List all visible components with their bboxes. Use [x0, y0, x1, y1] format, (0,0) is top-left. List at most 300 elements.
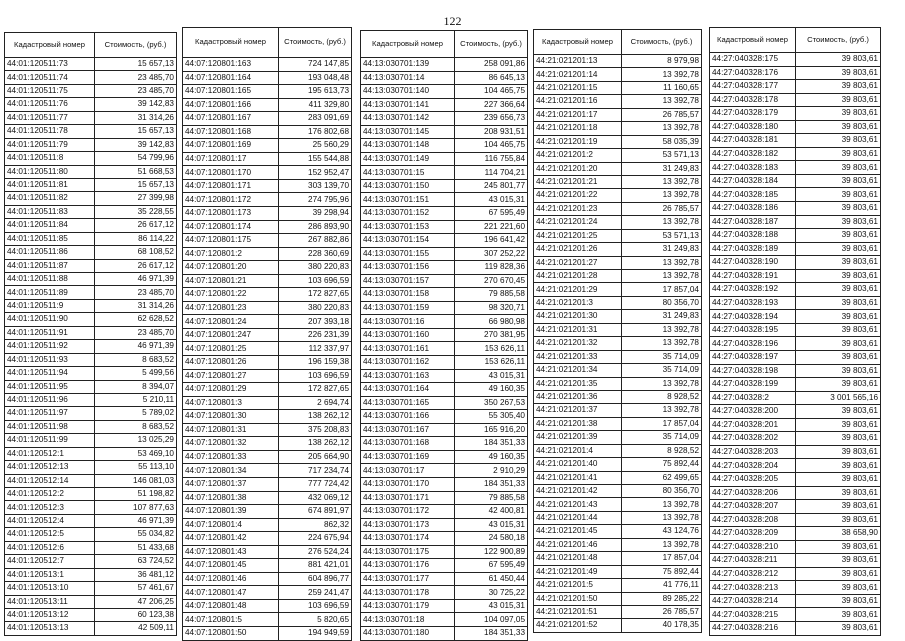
cadastral-number-cell: 44:13:030701:141: [361, 98, 455, 112]
table-row: [5, 71, 177, 84]
cost-cell: 375 208,83: [279, 423, 352, 437]
cadastral-number-cell: 44:27:040328:196: [710, 337, 796, 351]
table-row: [534, 95, 702, 108]
cost-cell: 5 499,56: [95, 367, 177, 380]
table-row: [710, 621, 881, 635]
cadastral-number-cell: 44:01:120511:96: [5, 393, 95, 406]
cost-cell: 17 857,04: [622, 417, 702, 430]
table-row: [5, 165, 177, 178]
cost-cell: 13 392,78: [622, 68, 702, 81]
cost-cell: 15 657,13: [95, 58, 177, 71]
cadastral-number-cell: 44:13:030701:174: [361, 532, 455, 546]
cost-cell: 103 696,59: [279, 369, 352, 383]
cost-cell: 62 499,65: [622, 471, 702, 484]
cost-cell: 13 392,78: [622, 404, 702, 417]
cost-cell: 26 785,57: [622, 108, 702, 121]
cost-cell: 53 571,13: [622, 229, 702, 242]
cost-cell: 777 724,42: [279, 477, 352, 491]
table-row: [5, 84, 177, 97]
cadastral-number-cell: 44:13:030701:164: [361, 383, 455, 397]
table-row: [361, 545, 528, 559]
table-row: [183, 193, 352, 207]
cost-cell: 8 683,52: [95, 420, 177, 433]
table-row: [534, 243, 702, 256]
cadastral-number-cell: 44:13:030701:139: [361, 58, 455, 72]
cost-cell: 104 465,75: [455, 85, 528, 99]
cost-cell: 39 803,61: [796, 621, 881, 635]
cost-cell: 196 159,38: [279, 356, 352, 370]
cadastral-number-cell: 44:01:120511:81: [5, 178, 95, 191]
cost-cell: 53 469,10: [95, 447, 177, 460]
cost-cell: 138 262,12: [279, 437, 352, 451]
table-row: [534, 162, 702, 175]
table-row: [534, 525, 702, 538]
table-row: [710, 527, 881, 541]
cadastral-number-cell: 44:07:120801:50: [183, 626, 279, 640]
cadastral-number-cell: 44:07:120801:172: [183, 193, 279, 207]
cost-cell: 208 931,51: [455, 125, 528, 139]
table-row: [183, 369, 352, 383]
cadastral-number-cell: 44:27:040328:177: [710, 80, 796, 94]
table-row: [361, 423, 528, 437]
cadastral-table-3: [360, 30, 528, 641]
cost-cell: 79 885,58: [455, 491, 528, 505]
table-row: [5, 152, 177, 165]
table-row: [183, 505, 352, 519]
cadastral-number-cell: 44:27:040328:197: [710, 351, 796, 365]
cadastral-number-cell: 44:21:021201:17: [534, 108, 622, 121]
cost-cell: 39 803,61: [796, 594, 881, 608]
table-row: [534, 538, 702, 551]
table-row: [534, 202, 702, 215]
table-row: [183, 112, 352, 126]
cadastral-number-cell: 44:07:120801:5: [183, 613, 279, 627]
cadastral-number-cell: 44:27:040328:182: [710, 147, 796, 161]
cadastral-number-cell: 44:27:040328:191: [710, 269, 796, 283]
cost-cell: 42 400,81: [455, 505, 528, 519]
cadastral-number-cell: 44:07:120801:170: [183, 166, 279, 180]
table-row: [5, 98, 177, 111]
table-row: [710, 202, 881, 216]
cadastral-number-cell: 44:21:021201:35: [534, 377, 622, 390]
table-row: [361, 410, 528, 424]
cadastral-number-cell: 44:21:021201:49: [534, 565, 622, 578]
cadastral-number-cell: 44:07:120801:32: [183, 437, 279, 451]
cadastral-number-cell: 44:01:120511:76: [5, 98, 95, 111]
cadastral-number-cell: 44:07:120801:164: [183, 71, 279, 85]
cost-cell: 39 803,61: [796, 513, 881, 527]
cadastral-number-cell: 44:07:120801:168: [183, 125, 279, 139]
cost-cell: 39 803,61: [796, 432, 881, 446]
table-row: [5, 340, 177, 353]
cost-cell: 39 803,61: [796, 215, 881, 229]
cost-cell: 49 160,35: [455, 450, 528, 464]
cost-cell: 39 803,61: [796, 540, 881, 554]
cadastral-number-cell: 44:21:021201:14: [534, 68, 622, 81]
cost-cell: 122 900,89: [455, 545, 528, 559]
cadastral-number-cell: 44:07:120801:29: [183, 383, 279, 397]
table-row: [361, 369, 528, 383]
cost-cell: 155 544,88: [279, 152, 352, 166]
table-row: [5, 393, 177, 406]
cadastral-number-cell: 44:07:120801:38: [183, 491, 279, 505]
cadastral-number-cell: 44:27:040328:202: [710, 432, 796, 446]
table-row: [710, 120, 881, 134]
cost-cell: 165 916,20: [455, 423, 528, 437]
cost-cell: 39 803,61: [796, 242, 881, 256]
cost-cell: 39 803,61: [796, 378, 881, 392]
table-row: [5, 488, 177, 501]
cost-cell: 17 857,04: [622, 552, 702, 565]
cost-cell: 286 893,90: [279, 220, 352, 234]
cost-cell: 270 381,95: [455, 328, 528, 342]
cost-cell: 13 392,78: [622, 323, 702, 336]
cost-cell: 153 626,11: [455, 356, 528, 370]
cost-cell: 228 360,69: [279, 247, 352, 261]
cost-header: Стоимость, (руб.): [279, 28, 352, 58]
cost-cell: 103 696,59: [279, 274, 352, 288]
cost-cell: 26 617,12: [95, 219, 177, 232]
cost-cell: 23 485,70: [95, 84, 177, 97]
cadastral-number-cell: 44:01:120511:95: [5, 380, 95, 393]
cadastral-number-cell: 44:07:120801:175: [183, 234, 279, 248]
cadastral-number-cell: 44:07:120801:173: [183, 207, 279, 221]
cost-cell: 303 139,70: [279, 179, 352, 193]
table-row: [361, 179, 528, 193]
cost-cell: 68 108,52: [95, 246, 177, 259]
cadastral-number-cell: 44:13:030701:161: [361, 342, 455, 356]
table-row: [710, 594, 881, 608]
cadastral-number-cell: 44:07:120801:4: [183, 518, 279, 532]
cost-cell: 13 392,78: [622, 122, 702, 135]
cadastral-number-cell: 44:07:120801:22: [183, 288, 279, 302]
cadastral-number-cell: 44:13:030701:151: [361, 193, 455, 207]
cost-cell: 30 725,22: [455, 586, 528, 600]
cadastral-number-cell: 44:27:040328:203: [710, 445, 796, 459]
cost-cell: 35 714,09: [622, 364, 702, 377]
table-row: [710, 608, 881, 622]
cadastral-number-cell: 44:13:030701:153: [361, 220, 455, 234]
cost-cell: 350 267,53: [455, 396, 528, 410]
cost-cell: 274 795,96: [279, 193, 352, 207]
cost-cell: 205 664,90: [279, 450, 352, 464]
table-row: [183, 396, 352, 410]
cadastral-number-cell: 44:27:040328:210: [710, 540, 796, 554]
table-row: [361, 450, 528, 464]
cadastral-number-cell: 44:13:030701:162: [361, 356, 455, 370]
cadastral-number-cell: 44:21:021201:25: [534, 229, 622, 242]
cadastral-number-cell: 44:21:021201:4: [534, 444, 622, 457]
cadastral-number-cell: 44:13:030701:166: [361, 410, 455, 424]
cost-cell: 55 034,82: [95, 528, 177, 541]
cadastral-number-cell: 44:01:120511:75: [5, 84, 95, 97]
table-row: [534, 337, 702, 350]
cost-cell: 75 892,44: [622, 565, 702, 578]
table-row: [183, 559, 352, 573]
table-row: [183, 613, 352, 627]
cost-cell: 67 595,49: [455, 559, 528, 573]
table-row: [5, 555, 177, 568]
cadastral-number-cell: 44:01:120511:98: [5, 420, 95, 433]
cadastral-number-cell: 44:01:120511:92: [5, 340, 95, 353]
cost-cell: 39 803,61: [796, 445, 881, 459]
table-row: [183, 410, 352, 424]
table-row: [534, 498, 702, 511]
cadastral-number-cell: 44:01:120513:1: [5, 568, 95, 581]
table-row: [5, 273, 177, 286]
cost-cell: 39 803,61: [796, 107, 881, 121]
cadastral-number-cell: 44:01:120511:82: [5, 192, 95, 205]
table-row: [183, 207, 352, 221]
cost-cell: 42 509,11: [95, 622, 177, 635]
table-row: [710, 256, 881, 270]
cadastral-number-cell: 44:27:040328:185: [710, 188, 796, 202]
table-row: [534, 404, 702, 417]
cost-cell: 116 755,84: [455, 152, 528, 166]
table-row: [5, 367, 177, 380]
table-row: [534, 377, 702, 390]
cadastral-number-cell: 44:13:030701:173: [361, 518, 455, 532]
table-row: [710, 283, 881, 297]
cost-cell: 98 320,71: [455, 301, 528, 315]
cadastral-number-cell: 44:07:120801:47: [183, 586, 279, 600]
cost-cell: 67 595,49: [455, 207, 528, 221]
cadastral-number-cell: 44:01:120511:93: [5, 353, 95, 366]
table-row: [361, 193, 528, 207]
cost-cell: 276 524,24: [279, 545, 352, 559]
cadastral-number-cell: 44:27:040328:184: [710, 174, 796, 188]
cost-cell: 39 803,61: [796, 174, 881, 188]
cost-cell: 226 231,39: [279, 328, 352, 342]
cadastral-number-cell: 44:07:120801:247: [183, 328, 279, 342]
cadastral-number-cell: 44:01:120511:91: [5, 326, 95, 339]
table-row: [710, 500, 881, 514]
cost-cell: 47 206,25: [95, 595, 177, 608]
table-row: [183, 572, 352, 586]
cadastral-number-cell: 44:21:021201:31: [534, 323, 622, 336]
cost-cell: 63 724,52: [95, 555, 177, 568]
cadastral-number-cell: 44:13:030701:152: [361, 207, 455, 221]
cost-cell: 53 571,13: [622, 149, 702, 162]
table-row: [183, 301, 352, 315]
table-row: [183, 464, 352, 478]
cost-header: Стоимость, (руб.): [95, 33, 177, 58]
cadastral-number-cell: 44:01:120511:86: [5, 246, 95, 259]
cadastral-number-header: Кадастровый номер: [5, 33, 95, 58]
cadastral-number-cell: 44:27:040328:198: [710, 364, 796, 378]
cost-cell: 23 485,70: [95, 71, 177, 84]
cadastral-number-cell: 44:07:120801:171: [183, 179, 279, 193]
cost-cell: 432 069,12: [279, 491, 352, 505]
table-row: [710, 445, 881, 459]
cost-cell: 75 892,44: [622, 458, 702, 471]
cadastral-number-cell: 44:07:120801:30: [183, 410, 279, 424]
cadastral-number-cell: 44:27:040328:188: [710, 229, 796, 243]
table-row: [534, 605, 702, 618]
cost-cell: 39 803,61: [796, 608, 881, 622]
cadastral-number-cell: 44:07:120801:165: [183, 85, 279, 99]
table-row: [5, 58, 177, 71]
table-row: [5, 380, 177, 393]
cadastral-number-cell: 44:01:120511:80: [5, 165, 95, 178]
cost-cell: 13 392,78: [622, 175, 702, 188]
table-row: [534, 68, 702, 81]
cadastral-number-header: Кадастровый номер: [710, 28, 796, 53]
cost-cell: 15 657,13: [95, 178, 177, 191]
table-row: [361, 166, 528, 180]
cadastral-number-cell: 44:13:030701:167: [361, 423, 455, 437]
cost-cell: 39 803,61: [796, 66, 881, 80]
cost-cell: 31 314,26: [95, 299, 177, 312]
cadastral-number-cell: 44:21:021201:13: [534, 55, 622, 68]
cost-cell: 39 803,61: [796, 337, 881, 351]
cost-cell: 39 803,61: [796, 229, 881, 243]
cadastral-number-cell: 44:27:040328:179: [710, 107, 796, 121]
table-row: [534, 283, 702, 296]
cadastral-number-cell: 44:21:021201:28: [534, 270, 622, 283]
table-row: [5, 514, 177, 527]
table-row: [534, 256, 702, 269]
cadastral-number-cell: 44:21:021201:52: [534, 619, 622, 632]
cost-cell: 26 617,12: [95, 259, 177, 272]
cadastral-number-cell: 44:21:021201:3: [534, 296, 622, 309]
table-row: [183, 71, 352, 85]
table-row: [183, 125, 352, 139]
table-row: [361, 572, 528, 586]
cadastral-number-cell: 44:07:120801:20: [183, 261, 279, 275]
table-row: [5, 232, 177, 245]
cadastral-table-1: [4, 32, 177, 636]
table-row: [5, 192, 177, 205]
cadastral-number-cell: 44:27:040328:200: [710, 405, 796, 419]
cadastral-number-cell: 44:27:040328:211: [710, 554, 796, 568]
cost-cell: 24 580,18: [455, 532, 528, 546]
cadastral-number-header: Кадастровый номер: [183, 28, 279, 58]
cost-cell: 8 394,07: [95, 380, 177, 393]
cost-cell: 5 820,65: [279, 613, 352, 627]
cadastral-number-cell: 44:27:040328:193: [710, 296, 796, 310]
cost-cell: 5 210,11: [95, 393, 177, 406]
cost-cell: 39 803,61: [796, 581, 881, 595]
table-row: [183, 315, 352, 329]
table-row: [710, 391, 881, 405]
table-row: [710, 581, 881, 595]
table-row: [534, 364, 702, 377]
cost-cell: 267 882,86: [279, 234, 352, 248]
table-row: [361, 301, 528, 315]
cadastral-number-cell: 44:27:040328:195: [710, 323, 796, 337]
cadastral-number-cell: 44:13:030701:16: [361, 315, 455, 329]
cost-cell: 60 123,38: [95, 608, 177, 621]
cadastral-number-cell: 44:13:030701:177: [361, 572, 455, 586]
table-row: [183, 599, 352, 613]
table-row: [534, 565, 702, 578]
cadastral-number-cell: 44:13:030701:175: [361, 545, 455, 559]
cadastral-number-cell: 44:21:021201:51: [534, 605, 622, 618]
cadastral-number-cell: 44:13:030701:170: [361, 477, 455, 491]
table-row: [710, 80, 881, 94]
cadastral-number-cell: 44:07:120801:37: [183, 477, 279, 491]
cadastral-number-cell: 44:27:040328:187: [710, 215, 796, 229]
cost-cell: 8 683,52: [95, 353, 177, 366]
cost-cell: 39 803,61: [796, 323, 881, 337]
cadastral-number-cell: 44:13:030701:148: [361, 139, 455, 153]
table-row: [710, 93, 881, 107]
cost-cell: 80 356,70: [622, 296, 702, 309]
table-row: [183, 85, 352, 99]
table-row: [361, 234, 528, 248]
cost-cell: 55 113,10: [95, 461, 177, 474]
cost-cell: 13 392,78: [622, 95, 702, 108]
cadastral-number-cell: 44:13:030701:18: [361, 613, 455, 627]
cost-cell: 13 025,29: [95, 434, 177, 447]
table-row: [534, 552, 702, 565]
table-row: [710, 459, 881, 473]
table-row: [5, 111, 177, 124]
cadastral-number-cell: 44:27:040328:178: [710, 93, 796, 107]
table-row: [710, 215, 881, 229]
cadastral-number-cell: 44:13:030701:168: [361, 437, 455, 451]
cadastral-number-cell: 44:07:120801:43: [183, 545, 279, 559]
cost-cell: 184 351,33: [455, 437, 528, 451]
table-row: [5, 568, 177, 581]
table-row: [361, 58, 528, 72]
cost-cell: 119 828,36: [455, 261, 528, 275]
table-row: [183, 586, 352, 600]
cadastral-number-cell: 44:01:120513:12: [5, 608, 95, 621]
cost-cell: 26 785,57: [622, 605, 702, 618]
cadastral-number-cell: 44:27:040328:2: [710, 391, 796, 405]
cadastral-number-cell: 44:27:040328:204: [710, 459, 796, 473]
table-row: [183, 247, 352, 261]
table-row: [710, 66, 881, 80]
cost-cell: 862,32: [279, 518, 352, 532]
table-row: [183, 179, 352, 193]
table-row: [361, 559, 528, 573]
cost-cell: 717 234,74: [279, 464, 352, 478]
cost-cell: 58 035,39: [622, 135, 702, 148]
cost-cell: 39 803,61: [796, 134, 881, 148]
cost-cell: 258 091,86: [455, 58, 528, 72]
cadastral-number-cell: 44:07:120801:17: [183, 152, 279, 166]
cadastral-number-cell: 44:21:021201:37: [534, 404, 622, 417]
cadastral-number-cell: 44:27:040328:216: [710, 621, 796, 635]
table-row: [534, 485, 702, 498]
table-row: [361, 383, 528, 397]
cost-header: Стоимость, (руб.): [622, 30, 702, 55]
cadastral-number-cell: 44:21:021201:48: [534, 552, 622, 565]
cost-cell: 13 392,78: [622, 270, 702, 283]
cadastral-number-cell: 44:13:030701:155: [361, 247, 455, 261]
cadastral-number-cell: 44:21:021201:41: [534, 471, 622, 484]
cadastral-number-cell: 44:01:120512:3: [5, 501, 95, 514]
cadastral-table-4: [533, 29, 702, 633]
cost-cell: 17 857,04: [622, 283, 702, 296]
table-row: [534, 216, 702, 229]
cost-cell: 46 971,39: [95, 514, 177, 527]
table-row: [534, 431, 702, 444]
cost-cell: 196 641,42: [455, 234, 528, 248]
cost-cell: 46 971,39: [95, 340, 177, 353]
cadastral-number-cell: 44:01:120511:83: [5, 205, 95, 218]
cadastral-number-cell: 44:01:120511:9: [5, 299, 95, 312]
cost-cell: 49 160,35: [455, 383, 528, 397]
cadastral-number-cell: 44:07:120801:24: [183, 315, 279, 329]
table-row: [361, 518, 528, 532]
cost-cell: 26 785,57: [622, 202, 702, 215]
table-row: [5, 326, 177, 339]
cost-cell: 172 827,65: [279, 288, 352, 302]
